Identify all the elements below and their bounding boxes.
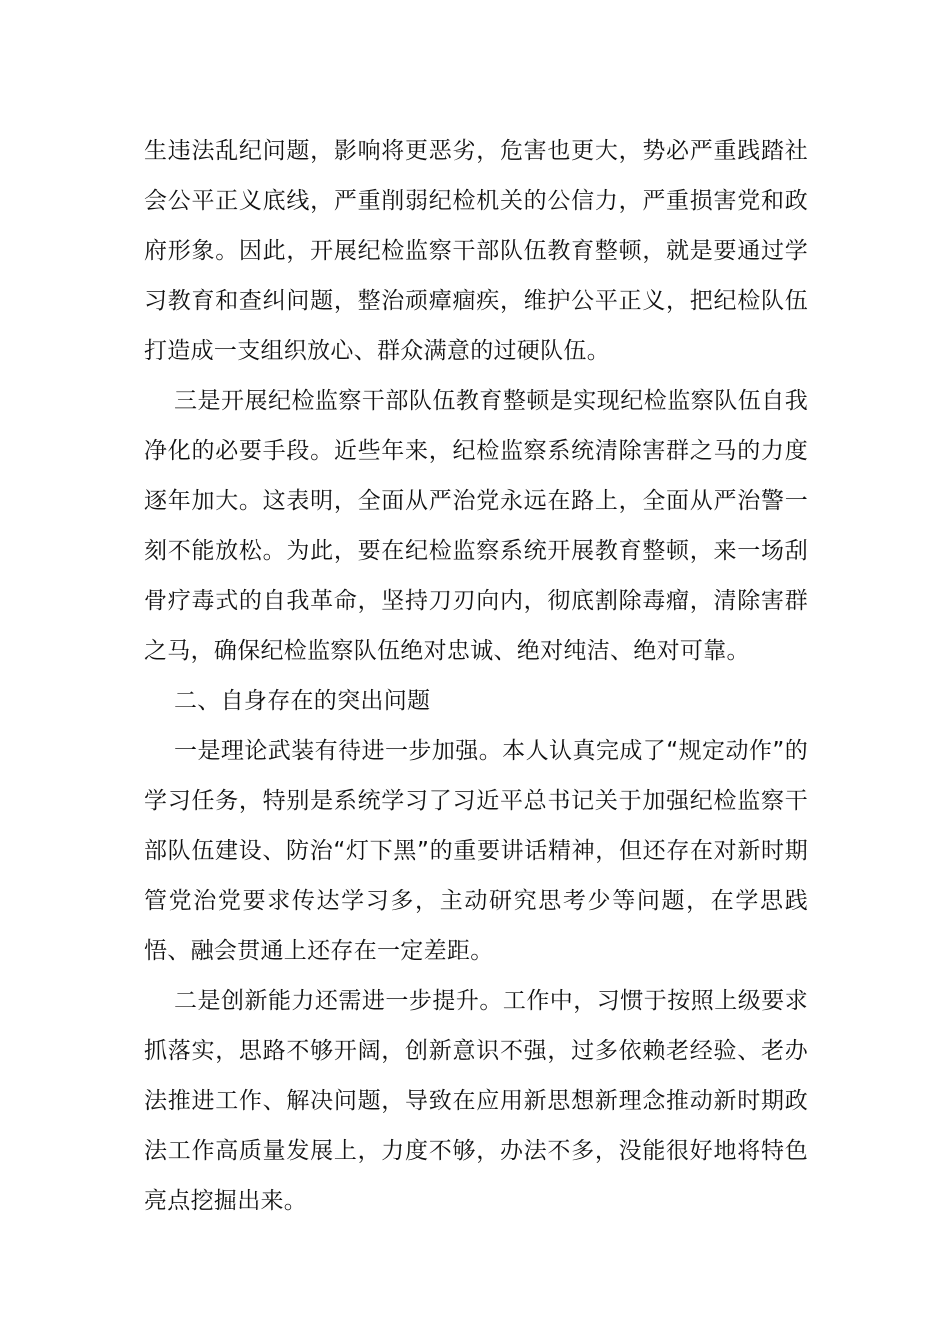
section-heading: 二、自身存在的突出问题 (174, 688, 431, 714)
document-body (144, 126, 808, 1226)
paragraph-point-two: 二是创新能力还需进一步提升。工作中，习惯于按照上级要求抓落实，思路不够开阔，创新意识不强，过多依赖老经验、老办法推进工作、解决问题，导致在应用新思想新理念推动新时期政法工作高质量发展上，力度不够，办法不多，没能很好地将特色亮点挖掘出来。 (144, 988, 808, 1214)
paragraph-point-three: 三是开展纪检监察干部队伍教育整顿是实现纪检监察队伍自我净化的必要手段。近些年来，纪检监察系统清除害群之马的力度逐年加大。这表明，全面从严治党永远在路上，全面从严治警一刻不能放松。为此，要在纪检监察系统开展教育整顿，来一场刮骨疗毒式的自我革命，坚持刀刃向内，彻底割除毒瘤，清除害群之马，确保纪检监察队伍绝对忠诚、绝对纯洁、绝对可靠。 (144, 388, 808, 664)
paragraph-continuation: 生违法乱纪问题，影响将更恶劣，危害也更大，势必严重践踏社会公平正义底线，严重削弱纪检机关的公信力，严重损害党和政府形象。因此，开展纪检监察干部队伍教育整顿，就是要通过学习教育和查纠问题，整治顽瘴痼疾，维护公平正义，把纪检队伍打造成一支组织放心、群众满意的过硬队伍。 (144, 138, 808, 364)
paragraph-point-one: 一是理论武装有待进一步加强。本人认真完成了“规定动作”的学习任务，特别是系统学习了习近平总书记关于加强纪检监察干部队伍建设、防治“灯下黑”的重要讲话精神，但还存在对新时期管党治党要求传达学习多，主动研究思考少等问题，在学思践悟、融会贯通上还存在一定差距。 (144, 738, 808, 964)
